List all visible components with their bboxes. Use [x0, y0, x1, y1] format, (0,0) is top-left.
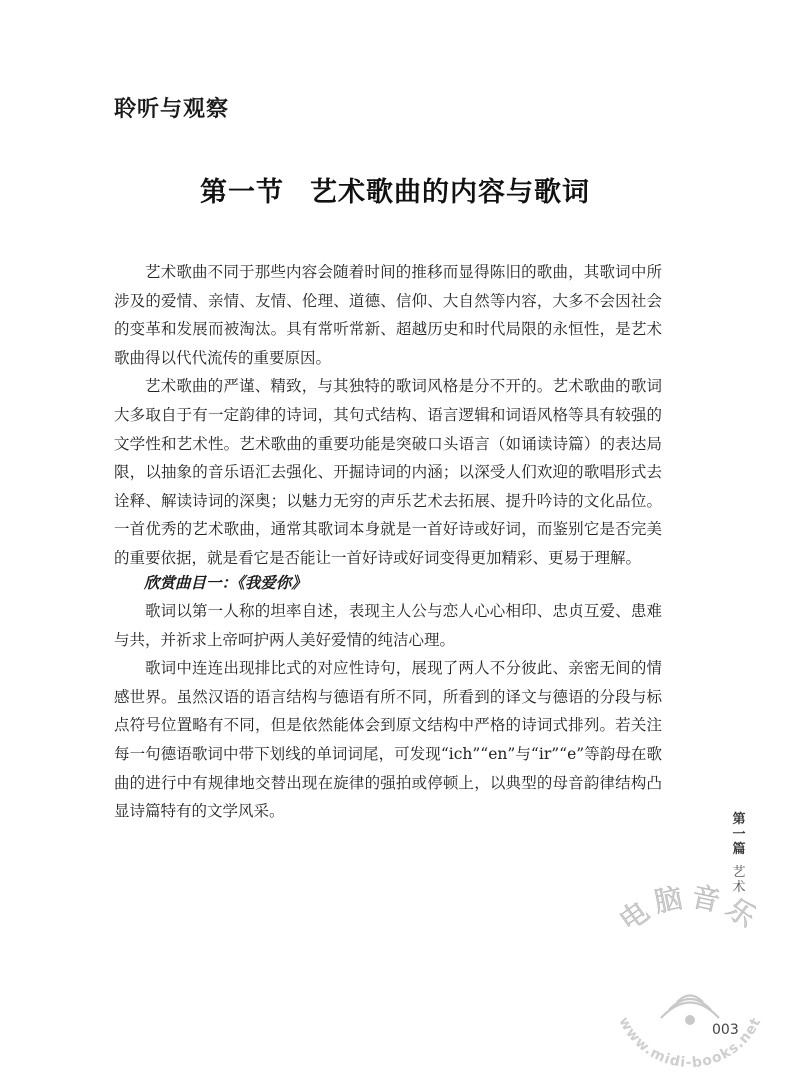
side-tab-name: 艺术 [732, 865, 746, 895]
watermark-url: www.midi-books.net [615, 1014, 765, 1070]
intro-text [114, 258, 662, 573]
chapter-number: 第一节 [200, 177, 284, 208]
page-number: 003 [712, 1022, 739, 1038]
watermark-title: 电脑音乐 [613, 879, 767, 938]
chapter-name: 艺术歌曲的内容与歌词 [310, 177, 590, 208]
paragraph: 艺术歌曲的严谨、精致，与其独特的歌词风格是分不开的。艺术歌曲的歌词大多取自于有一定韵律的诗词，其句式结构、语言逻辑和词语风格等具有较强的文学性和艺术性。艺术歌曲的重要功能是突破口头语言（如诵读诗篇）的表达局限，以抽象的音乐语汇去强化、开掘诗词的内涵；以深受人们欢迎的歌唱形式去诠释、解读诗词的深奥；以魅力无穷的声乐艺术去拓展、提升吟诗的文化品位。一首优秀的艺术歌曲，通常其歌词本身就是一首好诗或好词，而鉴别它是否完美的重要依据，就是看它是否能让一首好诗或好词变得更加精彩、更易于理解。 [114, 377, 662, 567]
paragraph: 歌词中连连出现排比式的对应性诗句，展现了两人不分彼此、亲密无间的情感世界。虽然汉语的语言结构与德语有所不同，所看到的译文与德语的分段与标点符号位置略有不同，但是依然能体会到原文结构中严格的诗词式排列。若关注每一句德语歌词中带下划线的单词词尾，可发现“ich”“en”与“ir”“e”等韵母在歌曲的进行中有规律地交替出现在旋律的强拍或停顿上，以典型的母音韵律结构凸显诗篇特有的文学风采。 [114, 659, 662, 821]
svg-text:电脑音乐 [613, 880, 767, 938]
side-tab-part: 第一篇 [732, 812, 746, 857]
watermark-logo [585, 870, 790, 1070]
paragraph: 歌词以第一人称的坦率自述，表现主人公与恋人心心相印、忠贞互爱、患难与共，并祈求上帝呵护两人美好爱情的纯洁心理。 [114, 602, 662, 649]
paragraph: 艺术歌曲不同于那些内容会随着时间的推移而显得陈旧的歌曲，其歌词中所涉及的爱情、亲情、友情、伦理、道德、信仰、大自然等内容，大多不会因社会的变革和发展而被淘汰。具有常听常新、超越历史和时代局限的永恒性，是艺术歌曲得以代代流传的重要原因。 [114, 263, 662, 367]
section-label: 聆听与观察 [114, 97, 230, 122]
piece-text [114, 597, 662, 826]
piece-heading: 欣赏曲目一：《我爱你》 [144, 573, 307, 592]
chapter-title [0, 170, 790, 209]
